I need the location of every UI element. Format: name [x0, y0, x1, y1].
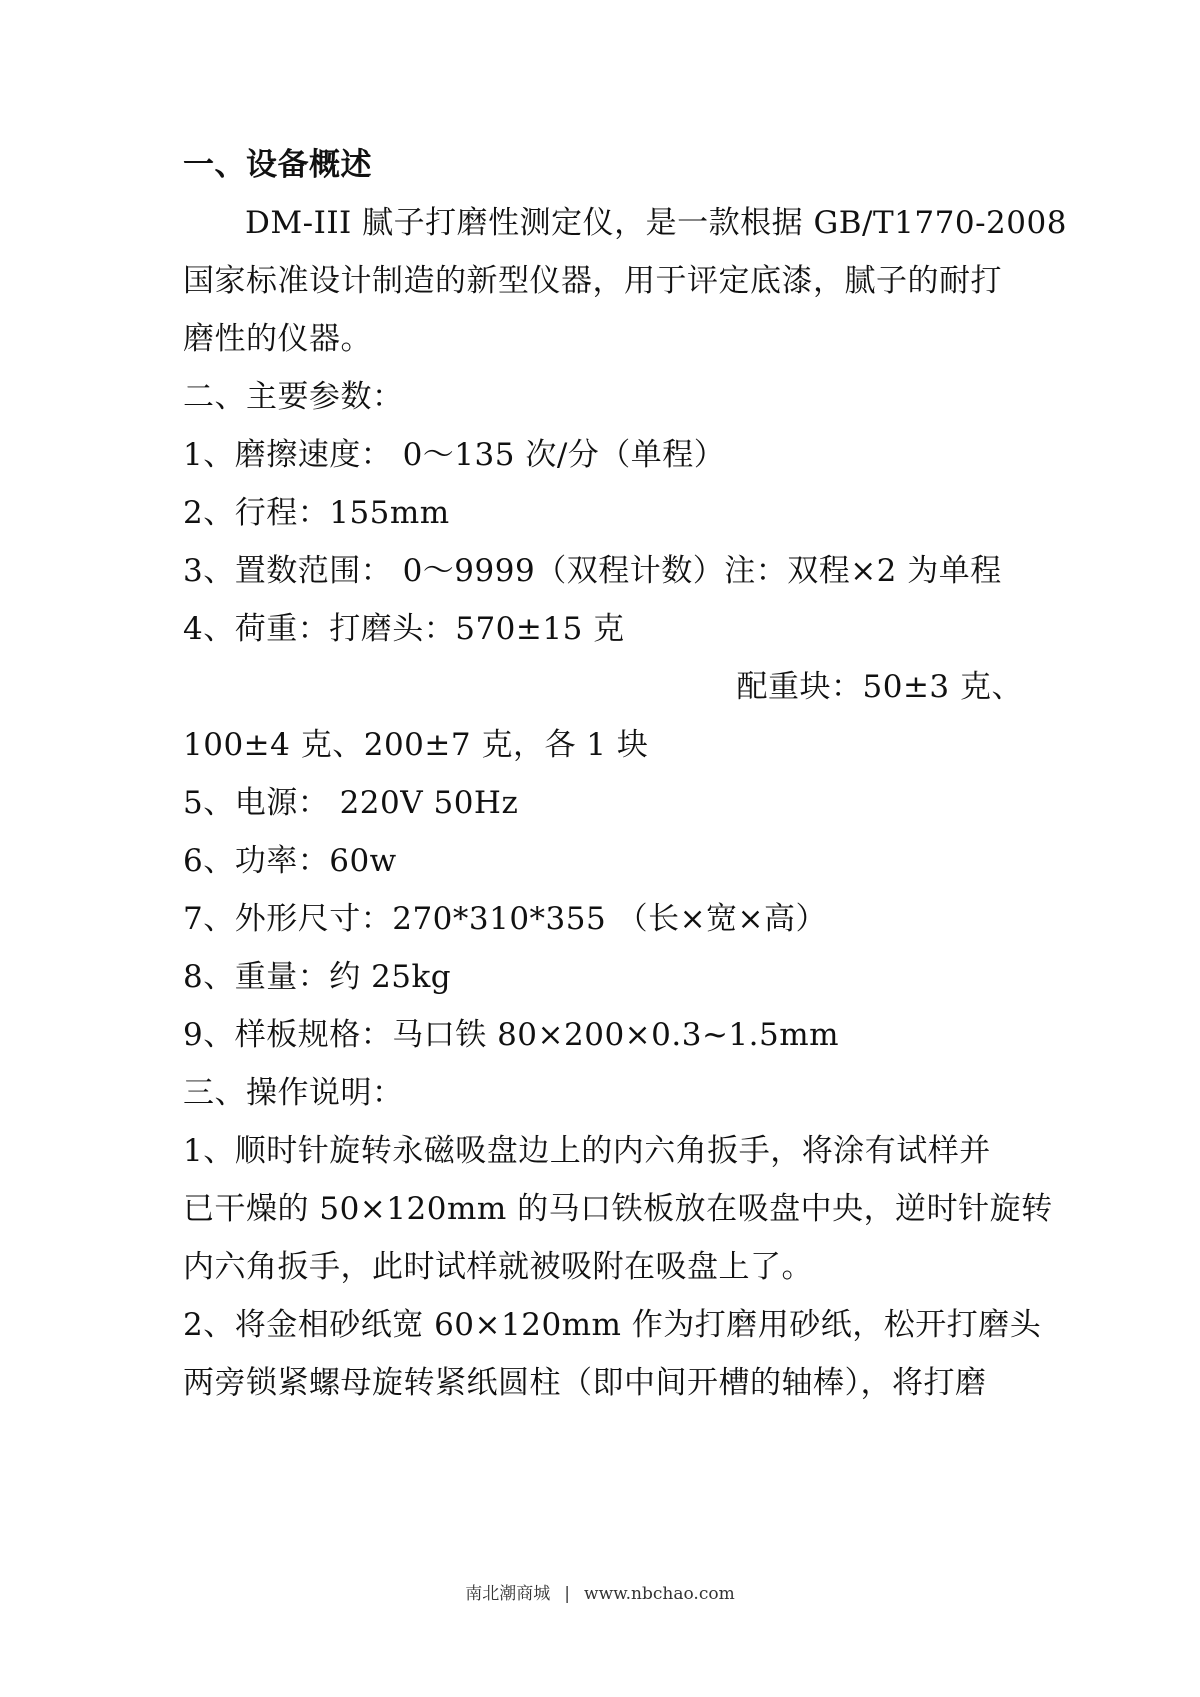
param-item: 2、行程：155mm	[183, 495, 450, 531]
param-item: 1、磨擦速度： 0～135 次/分（单程）	[183, 437, 726, 473]
param-item-continued: 100±4 克、200±7 克，各 1 块	[183, 727, 649, 763]
instruction-line: 内六角扳手，此时试样就被吸附在吸盘上了。	[183, 1249, 813, 1285]
footer-url-link[interactable]: www.nbchao.com	[584, 1584, 735, 1604]
param-item: 6、功率：60w	[183, 843, 397, 879]
instruction-line: 1、顺时针旋转永磁吸盘边上的内六角扳手，将涂有试样并	[183, 1133, 991, 1169]
param-item: 5、电源： 220V 50Hz	[183, 785, 519, 821]
section1-paragraph-line-3: 磨性的仪器。	[183, 321, 372, 357]
param-item: 8、重量：约 25kg	[183, 959, 452, 995]
page-footer	[0, 1582, 1200, 1606]
param-item: 9、样板规格：马口铁 80×200×0.3~1.5mm	[183, 1017, 840, 1053]
footer-site-name: 南北潮商城	[465, 1584, 551, 1604]
param-item: 7、外形尺寸：270*310*355 （长×宽×高）	[183, 901, 828, 937]
footer-separator: |	[564, 1584, 571, 1604]
section3-heading: 三、操作说明：	[183, 1075, 404, 1111]
instruction-line: 2、将金相砂纸宽 60×120mm 作为打磨用砂纸，松开打磨头	[183, 1307, 1042, 1343]
param-item: 3、置数范围： 0～9999（双程计数）注：双程×2 为单程	[183, 553, 1002, 589]
param-item-continued: 配重块：50±3 克、	[736, 669, 1023, 705]
section2-heading: 二、主要参数：	[183, 379, 404, 415]
section1-paragraph-line-2: 国家标准设计制造的新型仪器，用于评定底漆，腻子的耐打	[183, 263, 1002, 299]
instruction-line: 两旁锁紧螺母旋转紧纸圆柱（即中间开槽的轴棒），将打磨	[183, 1365, 987, 1401]
param-item: 4、荷重：打磨头：570±15 克	[183, 611, 625, 647]
section1-paragraph-line-1: DM-III 腻子打磨性测定仪，是一款根据 GB/T1770-2008	[245, 205, 1067, 241]
section1-heading: 一、设备概述	[183, 147, 372, 183]
instruction-line: 已干燥的 50×120mm 的马口铁板放在吸盘中央，逆时针旋转	[183, 1191, 1053, 1227]
